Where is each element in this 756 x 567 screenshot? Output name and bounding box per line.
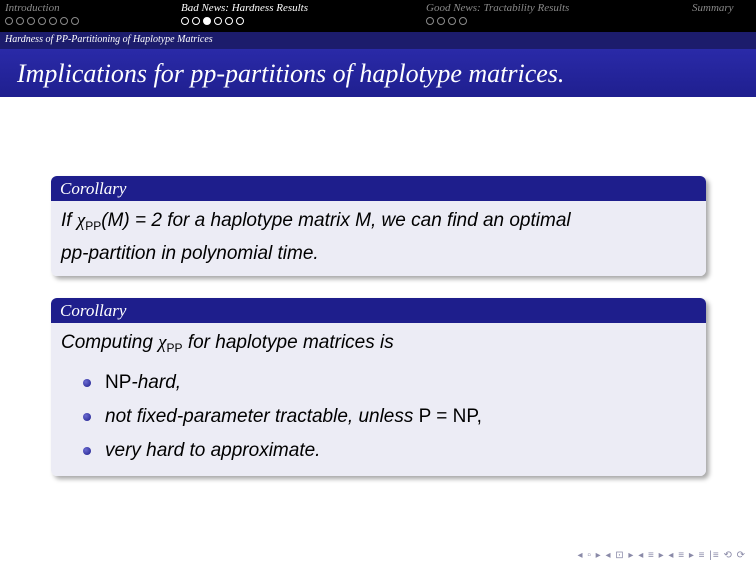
block-body: [51, 201, 706, 276]
text-fragment: P = NP,: [418, 406, 482, 427]
slide-dot[interactable]: [437, 17, 445, 25]
chi-symbol: [77, 210, 101, 231]
bullet-icon: [83, 447, 91, 455]
bullet-icon: [83, 413, 91, 421]
subsection-bar: [0, 32, 756, 49]
nav-section-title[interactable]: Summary: [692, 2, 734, 14]
slide-dot[interactable]: [16, 17, 24, 25]
slide-dot[interactable]: [49, 17, 57, 25]
block-title: Corollary: [51, 176, 706, 201]
slide-dot[interactable]: [60, 17, 68, 25]
text-fragment: -hard,: [131, 372, 182, 393]
slide-dot[interactable]: [426, 17, 434, 25]
chi-symbol: [158, 332, 182, 353]
text-fragment: NP: [105, 372, 132, 393]
nav-section-bad-news[interactable]: [181, 2, 308, 25]
chi-glyph: χ: [76, 210, 86, 231]
corollary-block-1: [51, 176, 706, 276]
beamer-navigation-symbols[interactable]: ◂ ▫ ▸ ◂ ⊡ ▸ ◂ ≡ ▸ ◂ ≡ ▸ ≡ |≡ ⟲ ⟳: [577, 550, 746, 561]
corollary-intro: [61, 329, 696, 362]
slide-dot[interactable]: [448, 17, 456, 25]
nav-progress-dots: [181, 17, 308, 25]
frame-title-bar: [0, 49, 756, 97]
corollary-text-line-1: [61, 207, 696, 240]
chi-subscript: PP: [166, 341, 183, 355]
nav-progress-dots: [426, 17, 569, 25]
slide-dot[interactable]: [192, 17, 200, 25]
corollary-list: [61, 366, 696, 468]
nav-section-summary[interactable]: [692, 2, 734, 15]
nav-section-introduction[interactable]: [5, 2, 79, 25]
chi-subscript: PP: [85, 219, 102, 233]
bullet-icon: [83, 379, 91, 387]
text-fragment: not fixed-parameter tractable, unless: [105, 406, 419, 427]
subsection-title: Hardness of PP-Partitioning of Haplotype Matrices: [5, 34, 213, 45]
frame-title: Implications for pp-partitions of haplotype matrices.: [17, 59, 565, 88]
slide-dot[interactable]: [71, 17, 79, 25]
corollary-text-line-2: pp-partition in polynomial time.: [61, 243, 319, 264]
list-item: [83, 434, 696, 468]
block-title: Corollary: [51, 298, 706, 323]
text-fragment: Computing: [61, 332, 159, 353]
slide-dot[interactable]: [459, 17, 467, 25]
nav-section-good-news[interactable]: [426, 2, 569, 25]
text-fragment: for haplotype matrices is: [182, 332, 394, 353]
list-item: [83, 366, 696, 400]
current-slide-dot[interactable]: [203, 17, 211, 25]
nav-progress-dots: [5, 17, 79, 25]
block-body: [51, 323, 706, 476]
slide-dot[interactable]: [27, 17, 35, 25]
slide-dot[interactable]: [38, 17, 46, 25]
text-fragment: very hard to approximate.: [105, 440, 321, 461]
slide-dot[interactable]: [214, 17, 222, 25]
nav-section-title[interactable]: Bad News: Hardness Results: [181, 2, 309, 14]
slide-dot[interactable]: [225, 17, 233, 25]
corollary-block-2: [51, 298, 706, 476]
list-item: [83, 400, 696, 434]
nav-section-title[interactable]: Good News: Tractability Results: [426, 2, 570, 14]
text-fragment: (M) = 2 for a haplotype matrix M, we can find an optimal: [101, 210, 571, 231]
nav-section-title[interactable]: Introduction: [5, 2, 60, 14]
text-fragment: If: [61, 210, 77, 231]
slide-dot[interactable]: [181, 17, 189, 25]
section-navigation-bar: [0, 0, 756, 32]
slide-dot[interactable]: [236, 17, 244, 25]
chi-glyph: χ: [158, 332, 167, 353]
slide-dot[interactable]: [5, 17, 13, 25]
